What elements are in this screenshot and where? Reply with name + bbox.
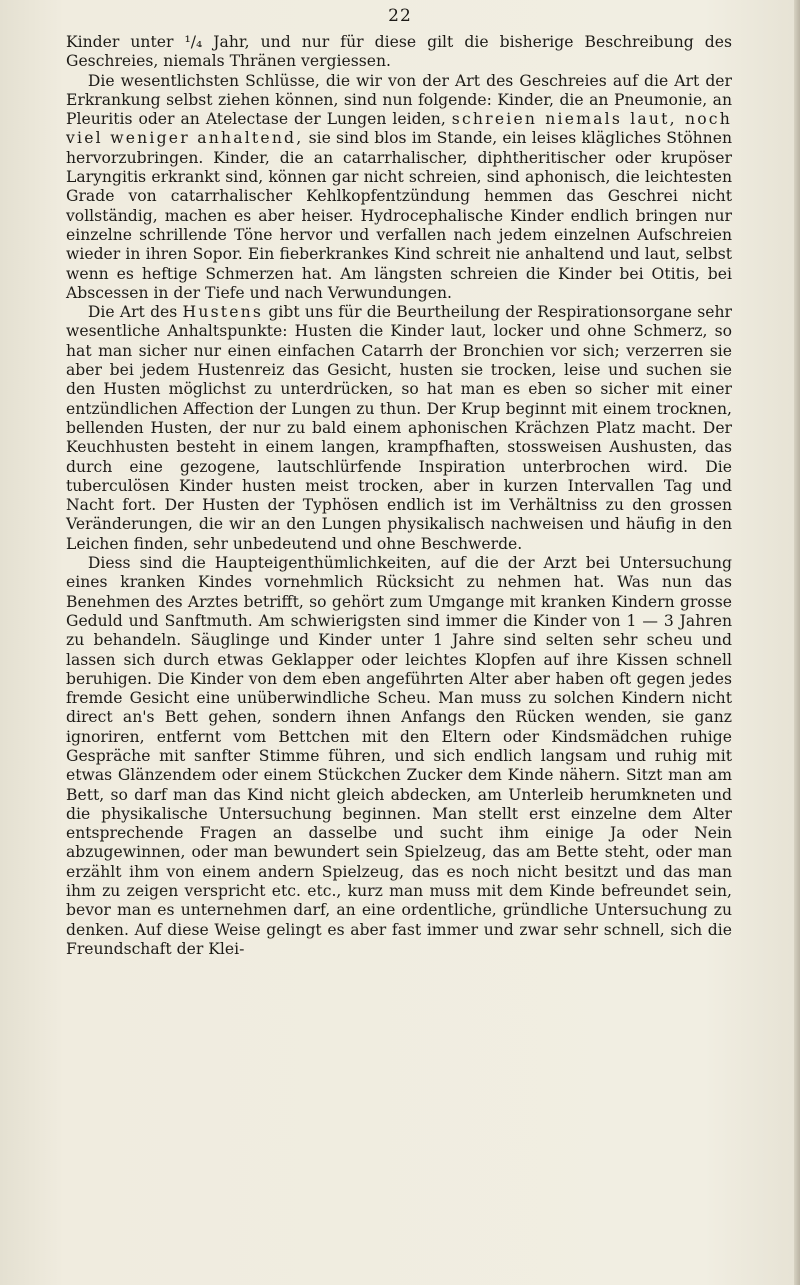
- paragraph: [66, 303, 732, 554]
- paragraph: [66, 72, 732, 304]
- paragraph: [66, 554, 732, 959]
- emphasized-text: Hustens: [182, 303, 264, 322]
- text-run: Die wesentlichsten Schlüsse, die wir von der Art des Geschreies auf die Art der Erkrankung selbst ziehen können, sind nun folgende: Kinder, die an Pneumonie, an Pleuritis oder an Atelectase der Lungen leiden,: [66, 71, 732, 129]
- page-number: 22: [388, 6, 412, 26]
- text-run: sie sind blos im Stande, ein leises klägliches Stöhnen hervorzubringen. Kinder, die an catarrhalischer, diphtheritischer oder krupöser Laryngitis erkrankt sind, können gar nicht schreien, sind aphonisch, die leichtesten Grade von catarrhalischer Kehlkopfentzündung hemmen das Geschrei nicht vollständig, machen es aber heiser. Hydrocephalische Kinder endlich bringen nur einzelne schrillende Töne hervor und verfallen nach jedem einzelnen Aufschreien wieder in ihren Sopor. Ein fieberkrankes Kind schreit nie anhaltend und laut, selbst wenn es heftige Schmerzen hat. Am längsten schreien die Kinder bei Otitis, bei Abscessen in der Tiefe und nach Verwundungen.: [66, 129, 732, 302]
- text-run: Kinder unter ¹/₄ Jahr, und nur für diese gilt die bisherige Beschreibung des Geschreies, niemals Thränen vergiessen.: [66, 33, 732, 71]
- paragraph: [66, 33, 732, 72]
- text-run: gibt uns für die Beurtheilung der Respirationsorgane sehr wesentliche Anhaltspunkte: Husten die Kinder laut, locker und ohne Schmerz, so hat man sicher nur einen einfachen Catarrh der Bronchien vor sich; verzerren sie aber bei jedem Hustenreiz das Gesicht, husten sie trocken, leise und suchen sie den Husten möglichst zu unterdrücken, so hat man es eben so sicher mit einer entzündlichen Affection der Lungen zu thun. Der Krup beginnt mit einem trocknen, bellenden Husten, der nur zu bald einem aphonischen Krächzen Platz macht. Der Keuchhusten besteht in einem langen, krampfhaften, stossweisen Aushusten, das durch eine gezogene, lautschlürfende Inspiration unterbrochen wird. Die tuberculösen Kinder husten meist trocken, aber in kurzen Intervallen Tag und Nacht fort. Der Husten der Typhösen endlich ist im Verhältniss zu den grossen Veränderungen, die wir an den Lungen physikalisch nachweisen und häufig in den Leichen finden, sehr unbedeutend und ohne Beschwerde.: [66, 303, 732, 553]
- page-edge: [794, 0, 800, 1285]
- text-run: Die Art des: [87, 303, 183, 322]
- text-run: Diess sind die Haupteigenthümlichkeiten, auf die der Arzt bei Untersuchung eines kranken Kindes vornehmlich Rücksicht zu nehmen hat. Was nun das Benehmen des Arztes betrifft, so gehört zum Umgange mit kranken Kindern grosse Geduld und Sanftmuth. Am schwierigsten sind immer die Kinder von 1 — 3 Jahren zu behandeln. Säuglinge und Kinder unter 1 Jahre sind selten sehr scheu und lassen sich durch etwas Geklapper oder leichtes Klopfen auf ihre Kissen schnell beruhigen. Die Kinder von dem eben angeführten Alter aber haben oft gegen jedes fremde Gesicht eine unüberwindliche Scheu. Man muss zu solchen Kindern nicht direct an's Bett gehen, sondern ihnen Anfangs den Rücken wenden, sie ganz ignoriren, entfernt vom Bettchen mit den Eltern oder Kindsmädchen ruhige Gespräche mit sanfter Stimme führen, und sich endlich langsam und ruhig mit etwas Glänzendem oder einem Stückchen Zucker dem Kinde nähern. Sitzt man am Bett, so darf man das Kind nicht gleich abdecken, am Unterleib herumkneten und die physikalische Untersuchung beginnen. Man stellt erst einzelne dem Alter entsprechende Fragen an dasselbe und sucht ihm einige Ja oder Nein abzugewinnen, oder man bewundert sein Spielzeug, das am Bette steht, oder man erzählt ihm von einem andern Spielzeug, das es noch nicht besitzt und das man ihm zu zeigen verspricht etc. etc., kurz man muss mit dem Kinde befreundet sein, bevor man es unternehmen darf, an eine ordentliche, gründliche Untersuchung zu denken. Auf diese Weise gelingt es aber fast immer und zwar sehr schnell, sich die Freundschaft der Klei-: [66, 554, 732, 958]
- body-text: [66, 33, 732, 959]
- emphasized-text: schreien niemals laut, noch viel weniger anhaltend,: [66, 110, 732, 148]
